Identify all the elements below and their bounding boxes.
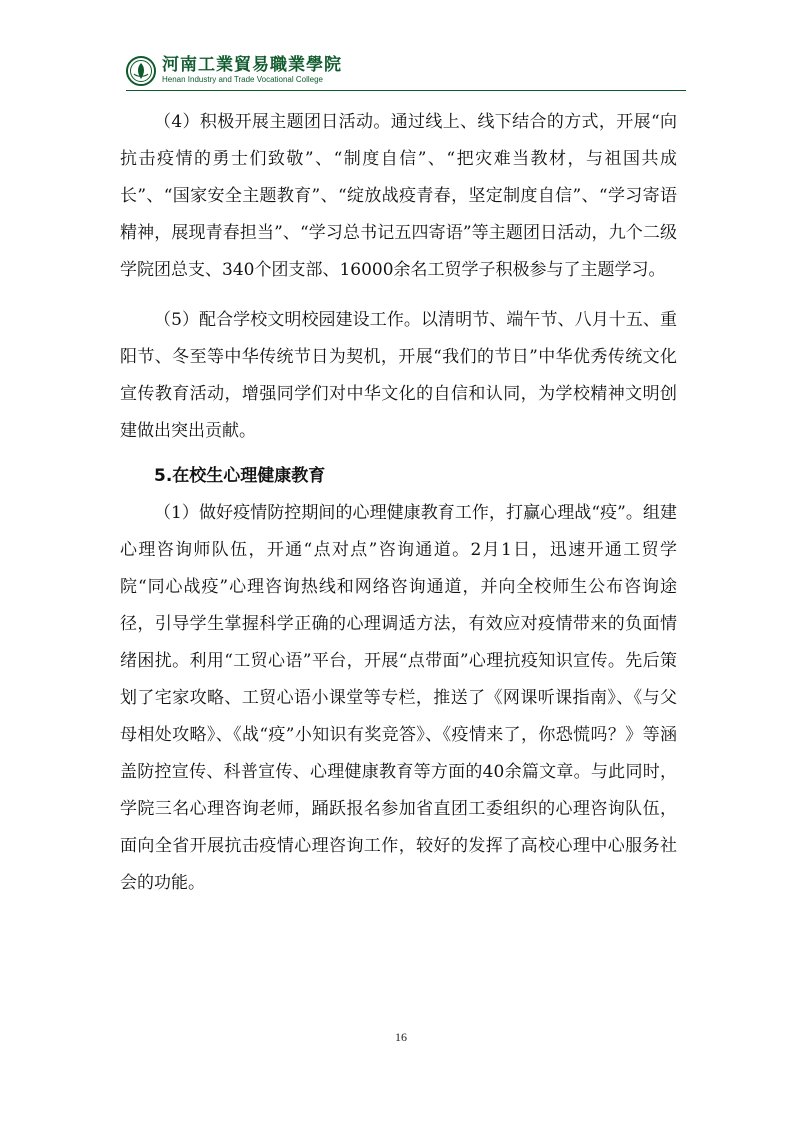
college-name-en: Henan Industry and Trade Vocational College: [162, 75, 323, 84]
document-body: [120, 104, 677, 902]
paragraph-civilized-campus: （5）配合学校文明校园建设工作。以清明节、端午节、八月十五、重阳节、冬至等中华传统节日为契机，开展“我们的节日”中华优秀传统文化宣传教育活动，增强同学们对中华文化的自信和认同，为学校精神文明创建做出突出贡献。: [120, 310, 677, 441]
college-name-cn: 河南工業貿易職業學院: [162, 55, 342, 75]
page-header: [126, 54, 686, 94]
paragraph-mental-health-work: （1）做好疫情防控期间的心理健康教育工作，打赢心理战“疫”。组建心理咨询师队伍，开通“点对点”咨询通道。2月1日，迅速开通工贸学院“同心战疫”心理咨询热线和网络咨询通道，并向全校师生公布咨询途径，引导学生掌握科学正确的心理调适方法，有效应对疫情带来的负面情绪困扰。利用“工贸心语”平台，开展“点带面”心理抗疫知识宣传。先后策划了宅家攻略、工贸心语小课堂等专栏，推送了《网课听课指南》、《与父母相处攻略》、《战“疫”小知识有奖竞答》、《疫情来了，你恐慌吗？》等涵盖防控宣传、科普宣传、心理健康教育等方面的40余篇文章。与此同时，学院三名心理咨询老师，踊跃报名参加省直团工委组织的心理咨询队伍，面向全省开展抗击疫情心理咨询工作，较好的发挥了高校心理中心服务社会的功能。: [120, 503, 677, 893]
college-logo-icon: [126, 56, 156, 86]
page-number: 16: [395, 1030, 407, 1044]
header-divider: [126, 90, 686, 91]
paragraph-theme-league-day: （4）积极开展主题团日活动。通过线上、线下结合的方式，开展“向抗击疫情的勇士们致敬”、“制度自信”、“把灾难当教材，与祖国共成长”、“国家安全主题教育”、“绽放战疫青春，坚定制度自信”、“学习寄语精神，展现青春担当”、“学习总书记五四寄语”等主题团日活动，九个二级学院团总支、340个团支部、16000余名工贸学子积极参与了主题学习。: [120, 112, 677, 280]
header-title-block: [162, 56, 342, 85]
section-heading-mental-health: 5.在校生心理健康教育: [154, 466, 326, 486]
